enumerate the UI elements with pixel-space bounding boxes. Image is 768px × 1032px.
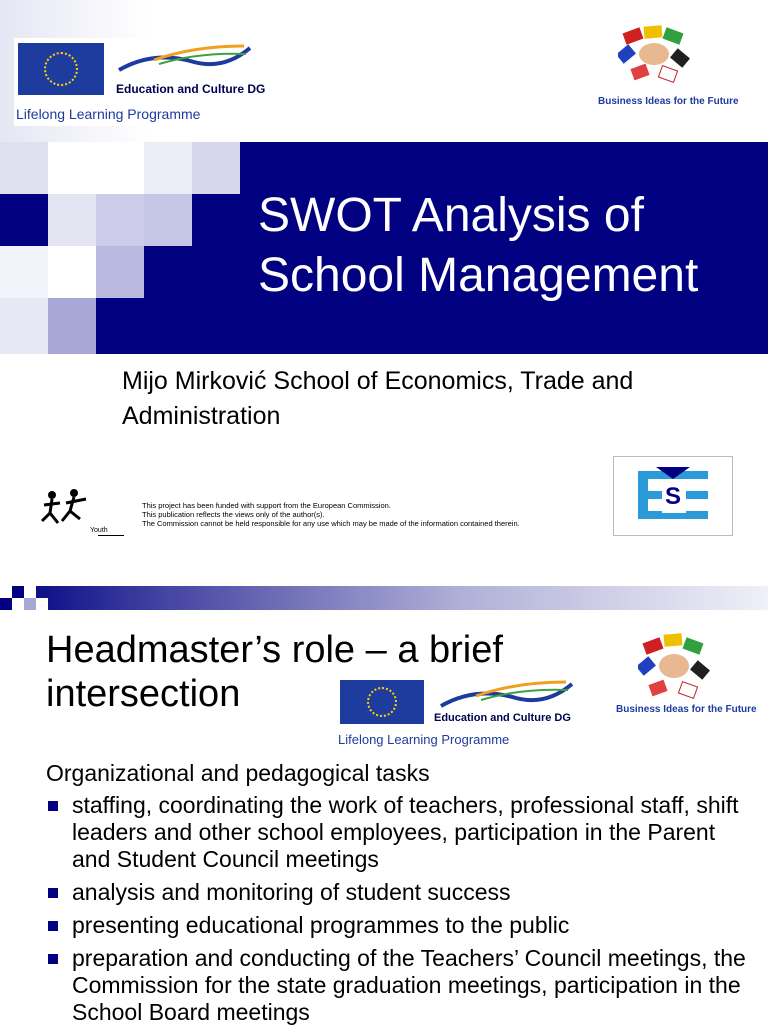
title-accent-bar — [0, 194, 48, 246]
bif-caption: Business Ideas for the Future — [598, 96, 739, 107]
eu-flag-icon — [18, 43, 104, 95]
eu-programme-text: Lifelong Learning Programme — [16, 106, 201, 122]
list-item-text: preparation and conducting of the Teachers’ Council meetings, the Commission for the state graduation meetings, participation in the School Board meetings — [72, 945, 746, 1025]
list-item-text: presenting educational programmes to the public — [72, 912, 570, 938]
header-bar — [0, 586, 768, 610]
swoosh-icon — [436, 678, 576, 714]
list-item-text: analysis and monitoring of student success — [72, 879, 511, 905]
eu-dg-text: Education and Culture DG — [116, 82, 266, 96]
decor-square — [48, 194, 96, 246]
bif-logo — [612, 632, 757, 722]
bif-caption: Business Ideas for the Future — [616, 704, 757, 715]
slide2-title-line: Headmaster’s role – a brief — [46, 629, 503, 671]
school-logo-letter: S — [665, 483, 682, 510]
youth-label: Youth — [90, 527, 108, 534]
decor-square — [24, 586, 36, 598]
decor-square — [0, 578, 12, 586]
decor-square — [0, 246, 48, 298]
decor-square — [0, 586, 12, 598]
bullet-square-icon — [48, 888, 58, 898]
list-item-text: staffing, coordinating the work of teachers, professional staff, shift leaders and other school employees, participation in the Parent and Student Council meetings — [72, 792, 739, 872]
bullet-square-icon — [48, 921, 58, 931]
bullet-square-icon — [48, 954, 58, 964]
list-item — [46, 912, 746, 939]
list-item — [46, 945, 746, 1026]
eu-dg-text: Education and Culture DG — [434, 712, 571, 724]
eu-flag-icon — [340, 680, 424, 724]
decor-square — [192, 142, 240, 194]
slide-title-line: SWOT Analysis of — [258, 189, 644, 242]
eu-programme-text: Lifelong Learning Programme — [338, 732, 510, 747]
decor-square — [36, 598, 48, 610]
decor-square — [0, 142, 48, 194]
school-logo — [613, 456, 733, 536]
slide-title — [258, 186, 758, 306]
disclaimer-line: This project has been funded with support from the European Commission. — [142, 501, 391, 510]
task-bullet-list — [46, 792, 746, 1032]
decor-square — [96, 142, 144, 194]
decor-square — [96, 246, 144, 298]
disclaimer-line: This publication reflects the views only of the author(s). — [142, 510, 325, 519]
decor-square — [12, 586, 24, 598]
flags-handshake-icon — [618, 24, 690, 86]
funding-disclaimer — [18, 479, 570, 545]
decor-square — [48, 142, 96, 194]
list-item — [46, 792, 746, 873]
eu-programme-logo — [336, 676, 576, 752]
flags-handshake-icon — [638, 632, 710, 702]
decor-square — [96, 298, 144, 354]
disclaimer-line: The Commission cannot be held responsible for any use which may be made of the information contained therein. — [142, 519, 520, 528]
slide-separator — [0, 578, 768, 618]
bif-logo — [598, 24, 739, 110]
decor-square — [0, 298, 48, 354]
decor-square — [12, 598, 24, 610]
slide-subtitle: Mijo Mirković School of Economics, Trade and Administration — [122, 367, 634, 430]
underline — [98, 535, 124, 536]
decor-square — [48, 298, 96, 354]
slide2-title-line: intersection — [46, 673, 241, 715]
youth-figures-icon — [38, 487, 98, 535]
decor-square — [96, 194, 144, 246]
swoosh-icon — [114, 40, 254, 80]
list-item — [46, 879, 746, 906]
decor-square — [24, 598, 36, 610]
section-lead: Organizational and pedagogical tasks — [46, 760, 430, 786]
decor-square — [144, 194, 192, 246]
bullet-square-icon — [48, 801, 58, 811]
slide-title-line: School Management — [258, 249, 699, 302]
eu-programme-logo — [14, 38, 266, 126]
decor-square — [144, 142, 192, 194]
